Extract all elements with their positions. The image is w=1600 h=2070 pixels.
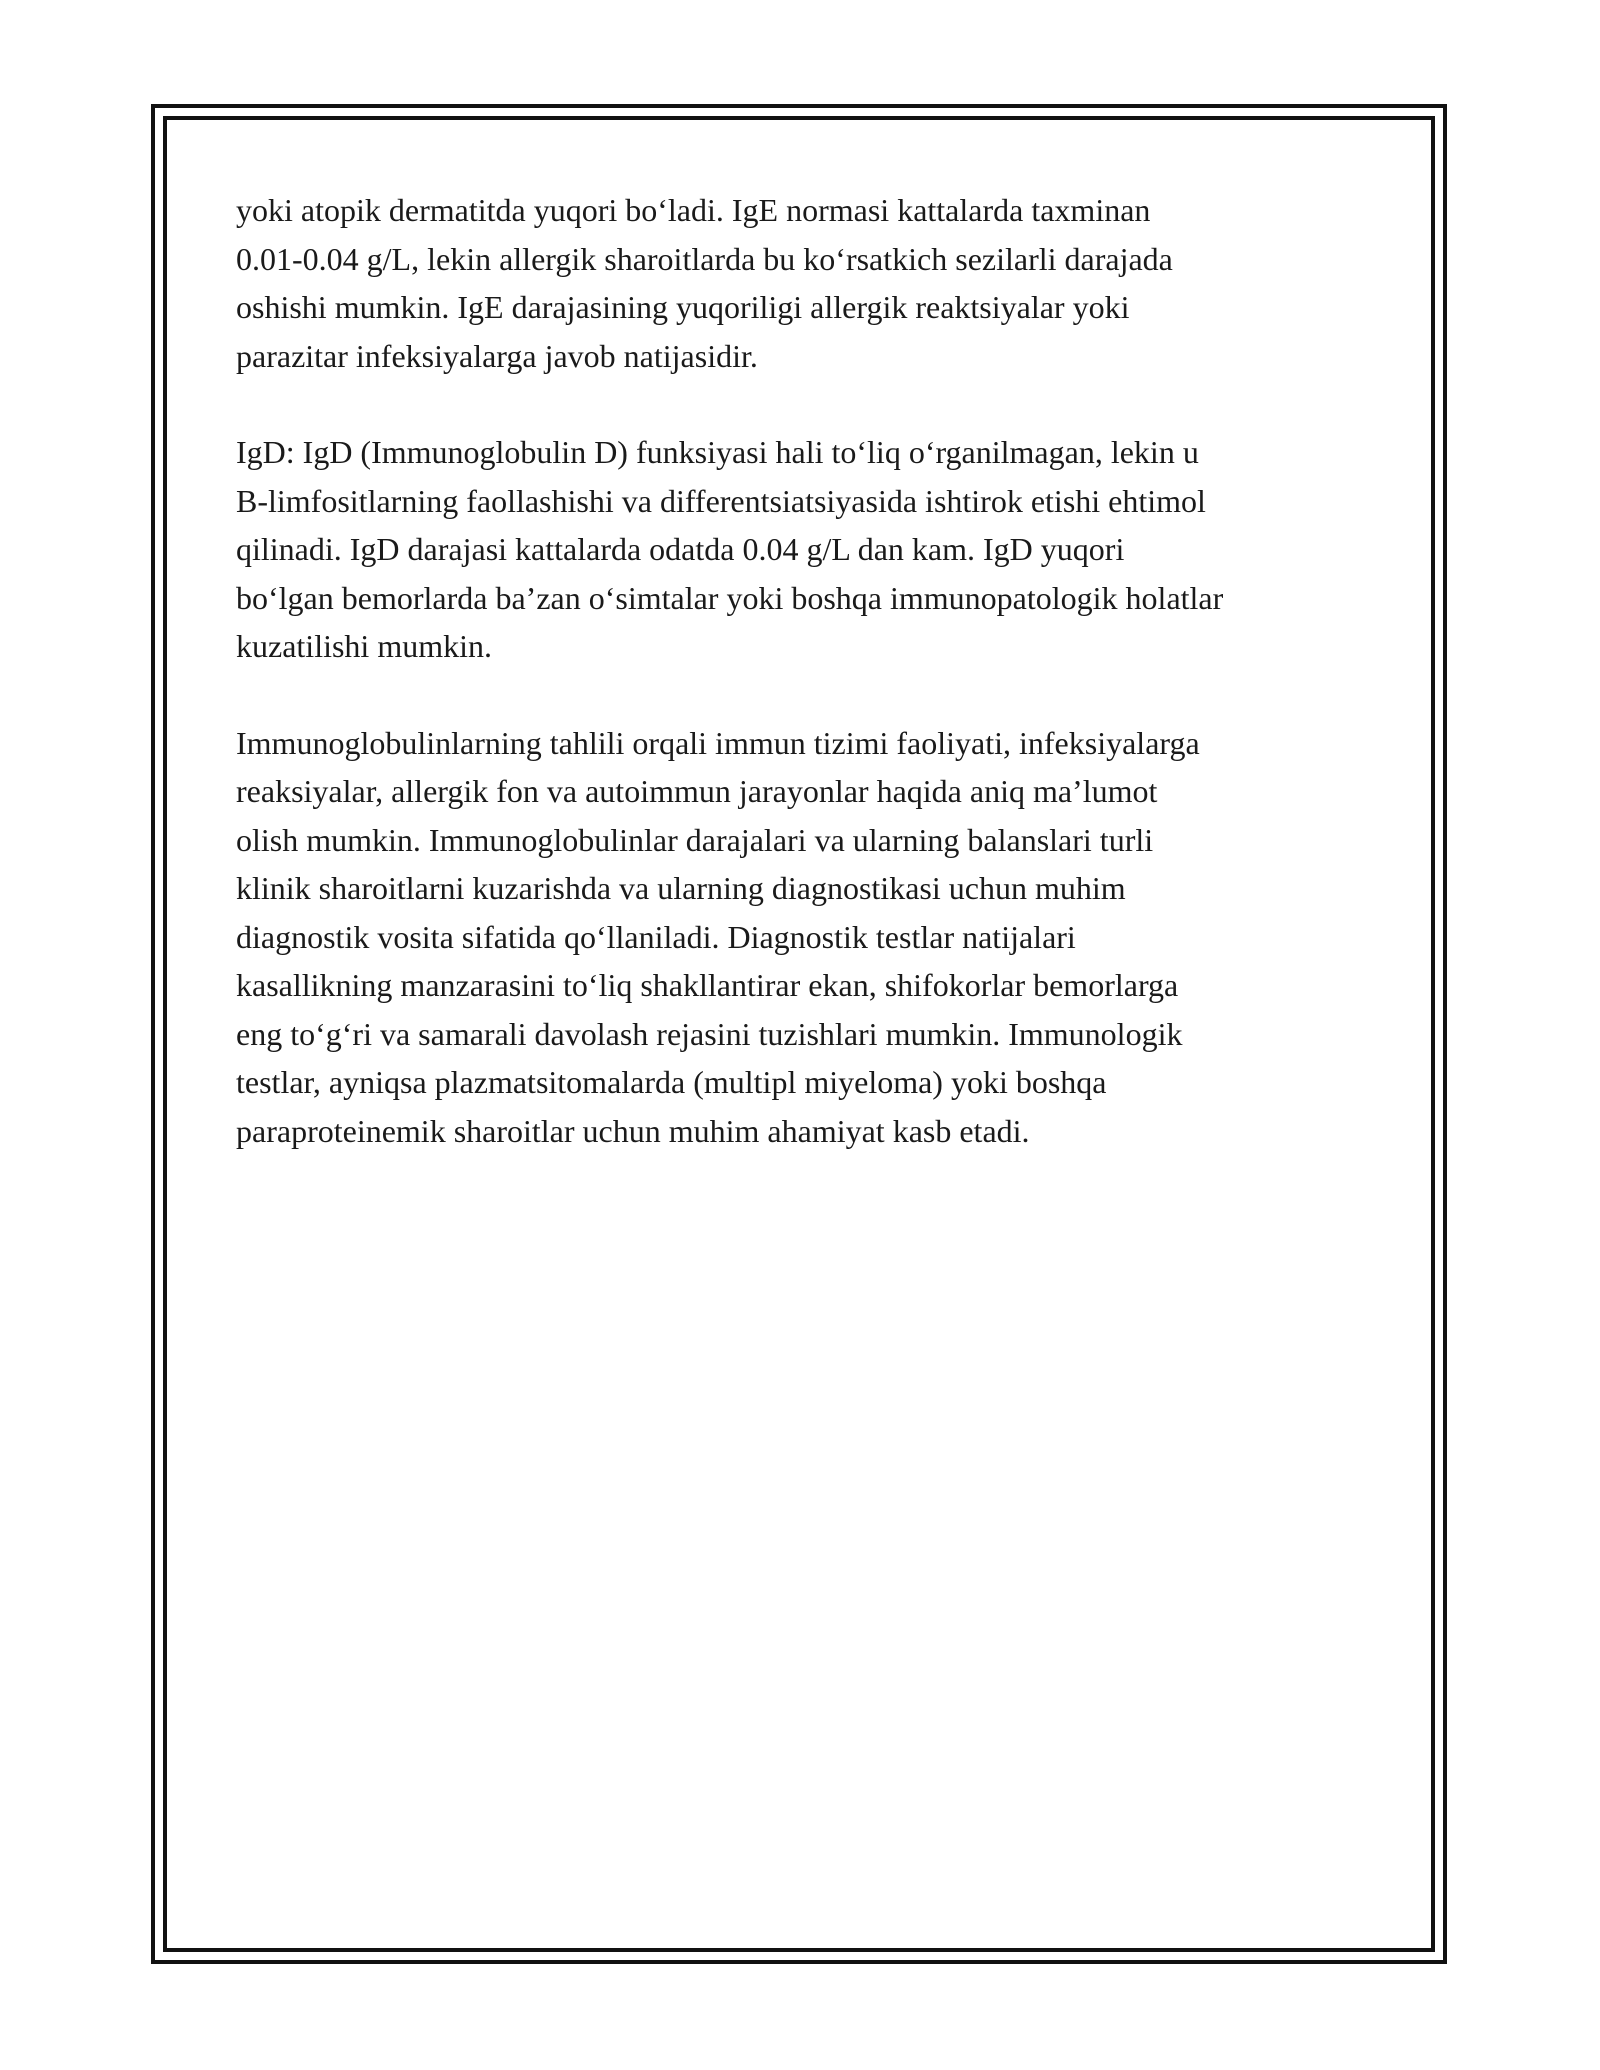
text-line: kasallikning manzarasini to‘liq shakllantirar ekan, shifokorlar bemorlarga	[236, 967, 1179, 1003]
text-line: B-limfositlarning faollashishi va differentsiatsiyasida ishtirok etishi ehtimol	[236, 482, 1206, 519]
paragraph-igd	[236, 428, 1376, 671]
text-line: qilinadi. IgD darajasi kattalarda odatda 0.04 g/L dan kam. IgD yuqori	[236, 531, 1125, 567]
text-line: paraproteinemik sharoitlar uchun muhim ahamiyat kasb etadi.	[236, 1112, 1030, 1149]
text-line: reaksiyalar, allergik fon va autoimmun jarayonlar haqida aniq ma’lumot	[236, 773, 1158, 809]
document-body	[236, 186, 1376, 1203]
text-line: bo‘lgan bemorlarda ba’zan o‘simtalar yoki boshqa immunopatologik holatlar	[236, 579, 1224, 616]
text-line: Immunoglobulinlarning tahlili orqali immun tizimi faoliyati, infeksiyalarga	[236, 724, 1200, 761]
text-line: eng to‘g‘ri va samarali davolash rejasini tuzishlari mumkin. Immunologik	[236, 1015, 1183, 1052]
text-line: IgD: IgD (Immunoglobulin D) funksiyasi hali to‘liq o‘rganilmagan, lekin u	[236, 434, 1199, 470]
text-line: yoki atopik dermatitda yuqori bo‘ladi. IgE normasi kattalarda taxminan	[236, 192, 1151, 228]
text-line: kuzatilishi mumkin.	[236, 628, 492, 664]
text-line: klinik sharoitlarni kuzarishda va ularning diagnostikasi uchun muhim	[236, 870, 1126, 906]
text-line: olish mumkin. Immunoglobulinlar darajalari va ularning balanslari turli	[236, 821, 1154, 858]
text-line: parazitar infeksiyalarga javob natijasidir.	[236, 337, 758, 374]
paragraph-summary	[236, 719, 1376, 1156]
text-line: diagnostik vosita sifatida qo‘llaniladi. Diagnostik testlar natijalari	[236, 918, 1076, 955]
text-line: 0.01-0.04 g/L, lekin allergik sharoitlarda bu ko‘rsatkich sezilarli darajada	[236, 240, 1173, 277]
text-line: testlar, ayniqsa plazmatsitomalarda (multipl miyeloma) yoki boshqa	[236, 1064, 1107, 1100]
paragraph-ige-continuation	[236, 186, 1376, 380]
text-line: oshishi mumkin. IgE darajasining yuqoriligi allergik reaktsiyalar yoki	[236, 289, 1130, 325]
